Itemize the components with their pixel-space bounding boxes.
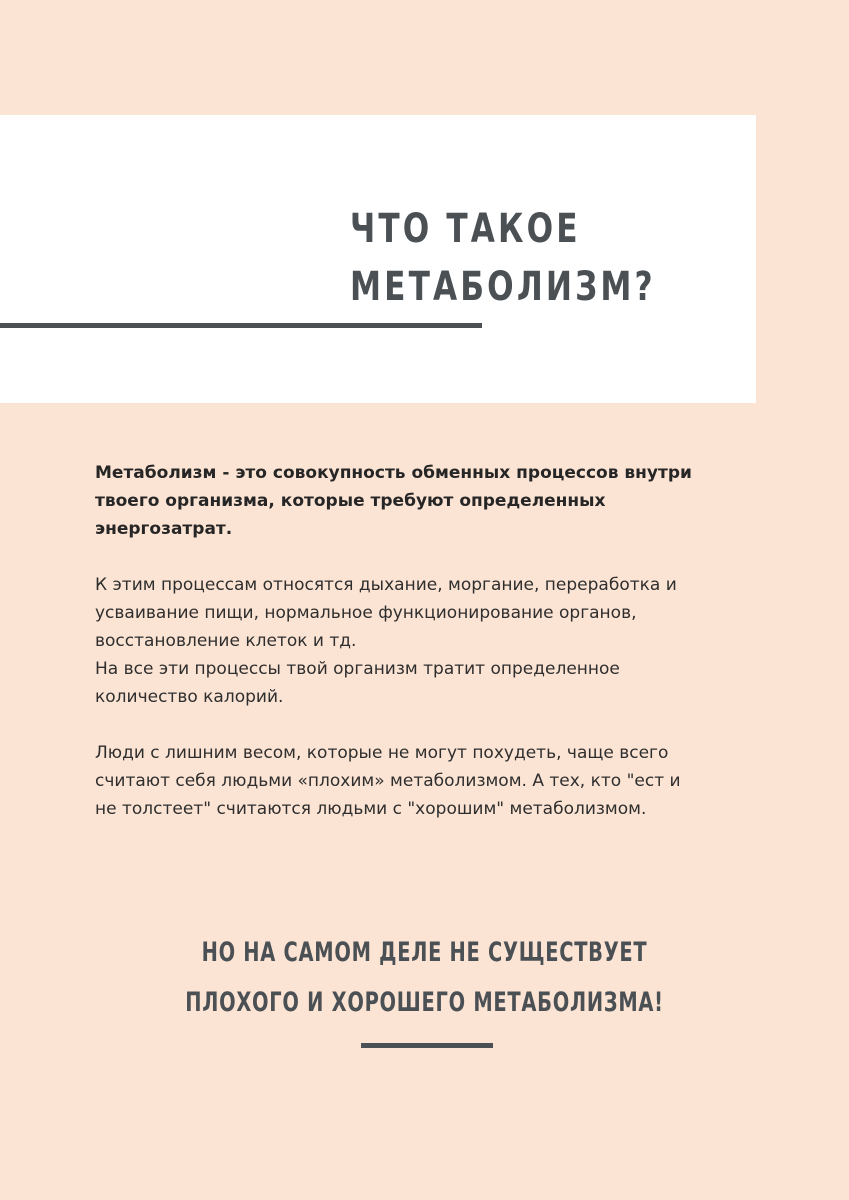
conclusion-underline [361,1043,493,1048]
page-title-line-1: ЧТО ТАКОЕ [350,206,581,252]
conclusion-line-2: ПЛОХОГО И ХОРОШЕГО МЕТАБОЛИЗМА! [185,987,664,1018]
conclusion-heading [0,928,849,1028]
definition-paragraph: Метаболизм - это совокупность обменных процессов внутри твоего организма, которые требуют определенных энергозатрат. [95,463,692,539]
article-body [95,459,795,851]
page-title-line-2: МЕТАБОЛИЗМ? [350,264,656,310]
misconception-paragraph: Люди с лишним весом, которые не могут похудеть, чаще всего считают себя людьми «плохим» метаболизмом. А тех, кто "ест и не толстеет" считаются людьми с "хорошим" метаболизмом. [95,743,681,819]
page-title [350,200,656,316]
conclusion-line-1: НО НА САМОМ ДЕЛЕ НЕ СУЩЕСТВУЕТ [201,937,648,968]
title-underline [0,323,482,328]
processes-paragraph: К этим процессам относятся дыхание, моргание, переработка и усваивание пищи, нормальное функционирование органов, восстановление клеток и тд. На все эти процессы твой организм тратит определенное количество калорий. [95,575,677,707]
